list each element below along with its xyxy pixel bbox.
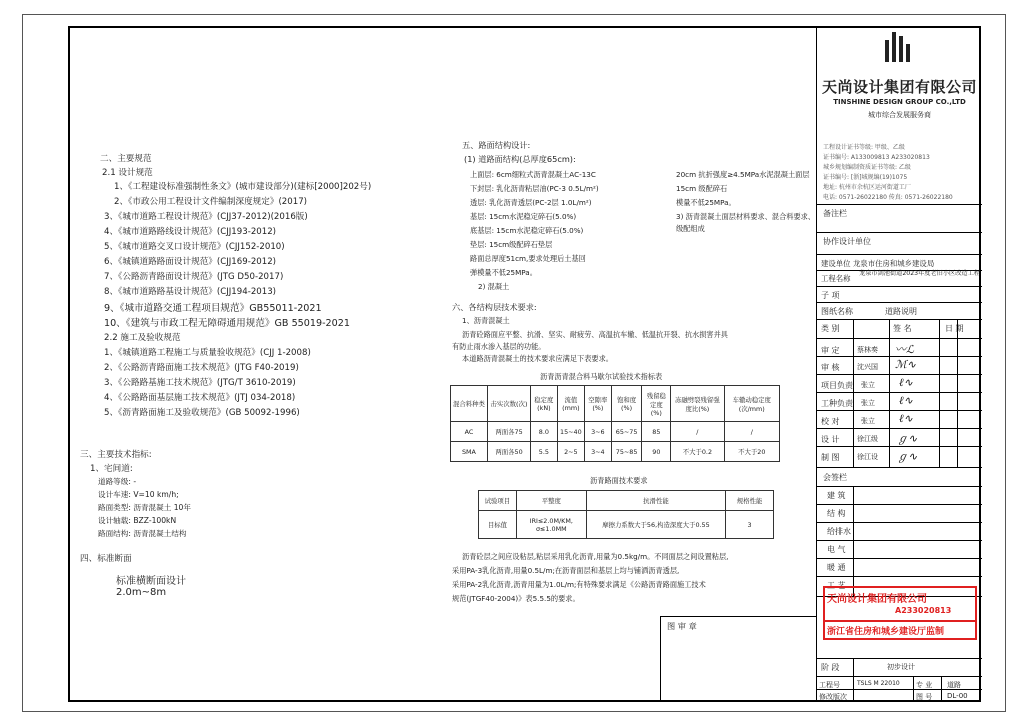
revision-label: 修改版次	[819, 693, 847, 701]
table2-head: 平整度	[516, 491, 586, 511]
countersign-label: 会签栏	[823, 473, 847, 482]
table-cell: /	[724, 422, 779, 442]
spec-item2: 5、《沥青路面施工及验收规范》(GB 50092-1996)	[104, 408, 300, 418]
company-name: 天尚设计集团有限公司	[821, 78, 977, 96]
role-label: 工种负责	[821, 399, 853, 408]
table1-head: 残留稳定度(%)	[642, 386, 671, 422]
discipline: 建 筑	[827, 491, 846, 500]
company-logo-icon	[881, 30, 917, 66]
stage-label: 阶 段	[821, 663, 840, 672]
pave-sub: (1) 道路面结构(总厚度65cm):	[464, 154, 576, 164]
company-info: 城乡规划编制资质证书等级: 乙级	[823, 164, 911, 171]
marshall-table	[450, 385, 780, 462]
table-cell: 2~5	[557, 442, 584, 462]
table2-title: 沥青路面技术要求	[590, 476, 648, 485]
stamp-authority: 浙江省住房和城乡建设厅监制	[827, 627, 945, 637]
company-info: 证书编号: A133009813 A233020813	[823, 154, 930, 161]
pave-right: 模量不低25MPa。	[676, 198, 736, 207]
section6-sub: 1、沥青混凝土	[462, 316, 510, 325]
table1-head: 饱和度(%)	[611, 386, 642, 422]
table-cell: 3	[726, 511, 774, 539]
table-cell: 目标值	[479, 511, 517, 539]
table1-head: 稳定度(kN)	[531, 386, 558, 422]
roles-head-date: 日 期	[945, 324, 964, 333]
spec-item: 7、《公路沥青路面设计规范》(JTG D50-2017)	[104, 272, 284, 282]
table-cell: 85	[642, 422, 671, 442]
spec-item2: 1、《城镇道路工程施工与质量验收规范》(CJJ 1-2008)	[104, 348, 311, 358]
role-name: 沈兴国	[857, 363, 878, 371]
drawing-name-label: 图纸名称	[821, 307, 853, 316]
spec-item: 5、《城市道路交叉口设计规范》(CJJ152-2010)	[104, 242, 285, 252]
discipline: 给排水	[827, 527, 851, 536]
spec-sub2: 2.2 施工及验收规范	[104, 333, 181, 343]
title-block	[816, 26, 981, 702]
table1-head: 冻融劈裂残留强度比(%)	[671, 386, 724, 422]
pavement-req-table	[478, 490, 774, 539]
spec-item: 9、《城市道路交通工程项目规范》GB55011-2021	[104, 303, 322, 314]
table1-head: 空隙率(%)	[585, 386, 612, 422]
project-number: TSLS M 22010	[857, 680, 900, 687]
signature-mark: ℓ∿	[899, 376, 913, 389]
table-cell: 15~40	[557, 422, 584, 442]
spec-item: 6、《城镇道路路面设计规范》(CJJ169-2012)	[104, 257, 277, 267]
discipline: 结 构	[827, 509, 846, 518]
role-name: 张立	[861, 381, 875, 389]
table1-title: 沥青沥青混合料马歇尔试验技术指标表	[540, 372, 663, 381]
section6-p5: 采用PA-3乳化沥青,用量0.5L/m;在沥青面层和基层上均与铺洒沥青透层,	[452, 566, 680, 575]
drawing-number: DL-00	[947, 692, 968, 700]
table-cell: 两面各75	[487, 422, 530, 442]
stamp-number: A233020813	[895, 606, 952, 615]
review-stamp-box	[660, 616, 816, 702]
discipline: 工 艺	[827, 581, 846, 590]
signature-mark: ℊ∿	[897, 432, 918, 445]
section6-heading: 六、各结构层技术要求:	[452, 302, 537, 312]
table-cell: AC	[451, 422, 488, 442]
company-slogan: 城市综合发展服务商	[868, 111, 931, 119]
role-name: 徐江设	[857, 453, 878, 461]
drawing-number-label: 图 号	[916, 693, 933, 701]
section6-p6: 采用PA-2乳化沥青,沥青用量为1.0L/m;有特殊要求满足《公路沥青路面施工技术	[452, 580, 706, 589]
spec-sub1: 2.1 设计规范	[102, 168, 153, 178]
spec-item: 4、《城市道路路线设计规范》(CJJ193-2012)	[104, 227, 277, 237]
table-cell: 90	[642, 442, 671, 462]
company-info: 电话: 0571-26022180 传真: 0571-26022180	[823, 194, 953, 201]
table-cell: 75~85	[611, 442, 642, 462]
pave-layer: 下封层: 乳化沥青粘层油(PC-3 0.5L/m²)	[470, 184, 599, 193]
role-name: 张立	[861, 399, 875, 407]
project-name: 龙泉市剑池街道2023年度老旧小区改造工程	[859, 270, 980, 277]
table-cell: IRI≤2.0M/KM, σ≤1.0MM	[516, 511, 586, 539]
table1-head: 击实次数(次)	[487, 386, 530, 422]
section4-line2: 2.0m~8m	[116, 587, 167, 598]
tech-item: 路面类型: 沥青混凝土 10年	[98, 503, 191, 512]
section6-p7: 规范(JTGF40-2004)》表5.5.5的要求。	[452, 594, 580, 603]
design-qualification-stamp	[823, 586, 977, 640]
pave-heading: 五、路面结构设计:	[462, 140, 531, 150]
pave-right: 15cm 级配碎石	[676, 184, 728, 193]
pave-right: 3) 沥青混凝土面层材料要求、混合料要求、	[676, 212, 816, 221]
stamp-company: 天尚设计集团有限公司	[827, 594, 927, 605]
role-label: 项目负责	[821, 381, 853, 390]
table-cell: 不大于20	[724, 442, 779, 462]
table-cell: SMA	[451, 442, 488, 462]
section6-p3: 本道路沥青混凝土的技术要求应满足下表要求。	[462, 354, 613, 363]
spec-item2: 4、《公路路面基层施工技术规范》(JTJ 034-2018)	[104, 393, 296, 403]
section4-line1: 标准横断面设计	[116, 576, 186, 587]
tech-item: 道路等级: -	[98, 477, 137, 486]
signature-mark: 〰ℒ	[895, 343, 914, 356]
pave-layer: 底基层: 15cm水泥稳定碎石(5.0%)	[470, 226, 584, 235]
pave-layer: 弹模量不低25MPa。	[470, 268, 537, 277]
table-cell: 两面各50	[487, 442, 530, 462]
spec-item: 1、《工程建设标准强制性条文》(城市建设部分)(建标[2000]202号)	[114, 182, 372, 192]
role-label: 制 图	[821, 453, 840, 462]
discipline: 暖 通	[827, 563, 846, 572]
discipline: 电 气	[827, 545, 846, 554]
table1-head: 混合料种类	[451, 386, 488, 422]
pave-layer: 透层: 乳化沥青透层(PC-2层 1.0L/m²)	[470, 198, 592, 207]
stage-value: 初步设计	[887, 663, 915, 671]
roles-head-signature: 签 名	[893, 324, 912, 333]
remarks-label: 备注栏	[823, 209, 847, 218]
collab-label: 协作设计单位	[823, 237, 871, 246]
subitem-label: 子 项	[821, 291, 840, 300]
company-info: 证书编号: [浙]城规编(19)1075	[823, 174, 908, 181]
tech-item: 设计轴载: BZZ-100kN	[98, 516, 177, 525]
role-label: 校 对	[821, 417, 840, 426]
spec-heading: 二、主要规范	[100, 154, 152, 164]
role-name: 徐江级	[857, 435, 878, 443]
pave-right: 级配组成	[676, 224, 705, 233]
role-name: 张立	[861, 417, 875, 425]
pave-layer: 2) 混凝土	[478, 282, 510, 291]
table-cell: 5.5	[531, 442, 558, 462]
company-info: 地址: 杭州市余杭区运河街道工厂	[823, 184, 911, 191]
signature-mark: ℊ∿	[897, 450, 918, 463]
table-cell: 不大于0.2	[671, 442, 724, 462]
company-name-en: TINSHINE DESIGN GROUP CO.,LTD	[833, 98, 966, 106]
signature-mark: ℳ∿	[895, 358, 916, 371]
table1-head: 流值(mm)	[557, 386, 584, 422]
spec-item: 2、《市政公用工程设计文件编制深度规定》(2017)	[114, 197, 308, 207]
table-cell: 3~4	[585, 442, 612, 462]
project-name-label: 工程名称	[821, 274, 851, 283]
role-label: 审 核	[821, 363, 840, 372]
project-number-label: 工程号	[819, 681, 840, 689]
table-cell: 摩擦力系数大于56,构造深度大于0.55	[586, 511, 725, 539]
signature-mark: ℓ∿	[899, 412, 913, 425]
table-cell: 65~75	[611, 422, 642, 442]
table-row	[479, 511, 774, 539]
pave-layer: 垫层: 15cm级配碎石垫层	[470, 240, 553, 249]
tech-item: 设计车速: V=10 km/h;	[98, 490, 179, 499]
company-info: 工程设计证书等级: 甲级、乙级	[823, 144, 905, 151]
review-stamp-label: 图 审 章	[667, 621, 697, 631]
table-row	[451, 422, 780, 442]
tech-sub: 1、宅间道:	[90, 464, 133, 474]
table1-head: 车辙动稳定度(次/mm)	[724, 386, 779, 422]
table2-head: 规格性能	[726, 491, 774, 511]
spec-item: 8、《城市道路路基设计规范》(CJJ194-2013)	[104, 287, 277, 297]
role-name: 蔡林奏	[857, 346, 878, 354]
section6-p2: 有防止雨水渗入基层的功能。	[452, 342, 546, 351]
spec-item: 3、《城市道路工程设计规范》(CJJ37-2012)(2016版)	[104, 212, 308, 222]
spec-item2: 3、《公路路基施工技术规范》(JTG/T 3610-2019)	[104, 378, 296, 388]
table2-head: 抗滑性能	[586, 491, 725, 511]
table-cell: /	[671, 422, 724, 442]
discipline-value: 道路	[947, 681, 961, 689]
discipline-label: 专 业	[916, 681, 933, 689]
role-label: 设 计	[821, 435, 840, 444]
table-row	[451, 442, 780, 462]
spec-item: 10、《建筑与市政工程无障碍通用规范》GB 55019-2021	[104, 318, 350, 329]
tech-item: 路面结构: 沥青混凝土结构	[98, 529, 187, 538]
pave-layer: 路面总厚度51cm,要求处理后土基回	[470, 254, 586, 263]
tech-heading: 三、主要技术指标:	[80, 450, 152, 460]
table-cell: 3~6	[585, 422, 612, 442]
drawing-name: 道路说明	[885, 307, 917, 316]
section6-p1: 沥青砼路面应平整、抗滑、坚实、耐疲劳、高温抗车辙、低温抗开裂、抗水损害并具	[462, 330, 728, 339]
table2-head: 试验项目	[479, 491, 517, 511]
section6-p4: 沥青砼层之间应设粘层,粘层采用乳化沥青,用量为0.5kg/m。不同面层之间设置粘层,	[462, 552, 729, 561]
pave-layer: 基层: 15cm水泥稳定碎石(5.0%)	[470, 212, 577, 221]
role-label: 审 定	[821, 346, 840, 355]
roles-head-category: 类 别	[821, 324, 840, 333]
section4-heading: 四、标准断面	[80, 554, 132, 564]
pave-layer: 上面层: 6cm细粒式沥青混凝土AC-13C	[470, 170, 596, 179]
client-unit: 建设单位 龙泉市住房和城乡建设局	[821, 259, 935, 268]
signature-mark: ℓ∿	[899, 394, 913, 407]
table-cell: 8.0	[531, 422, 558, 442]
spec-item2: 2、《公路沥青路面施工技术规范》(JTG F40-2019)	[104, 363, 299, 373]
pave-right: 20cm 抗折强度≥4.5MPa水泥混凝土面层	[676, 170, 810, 179]
